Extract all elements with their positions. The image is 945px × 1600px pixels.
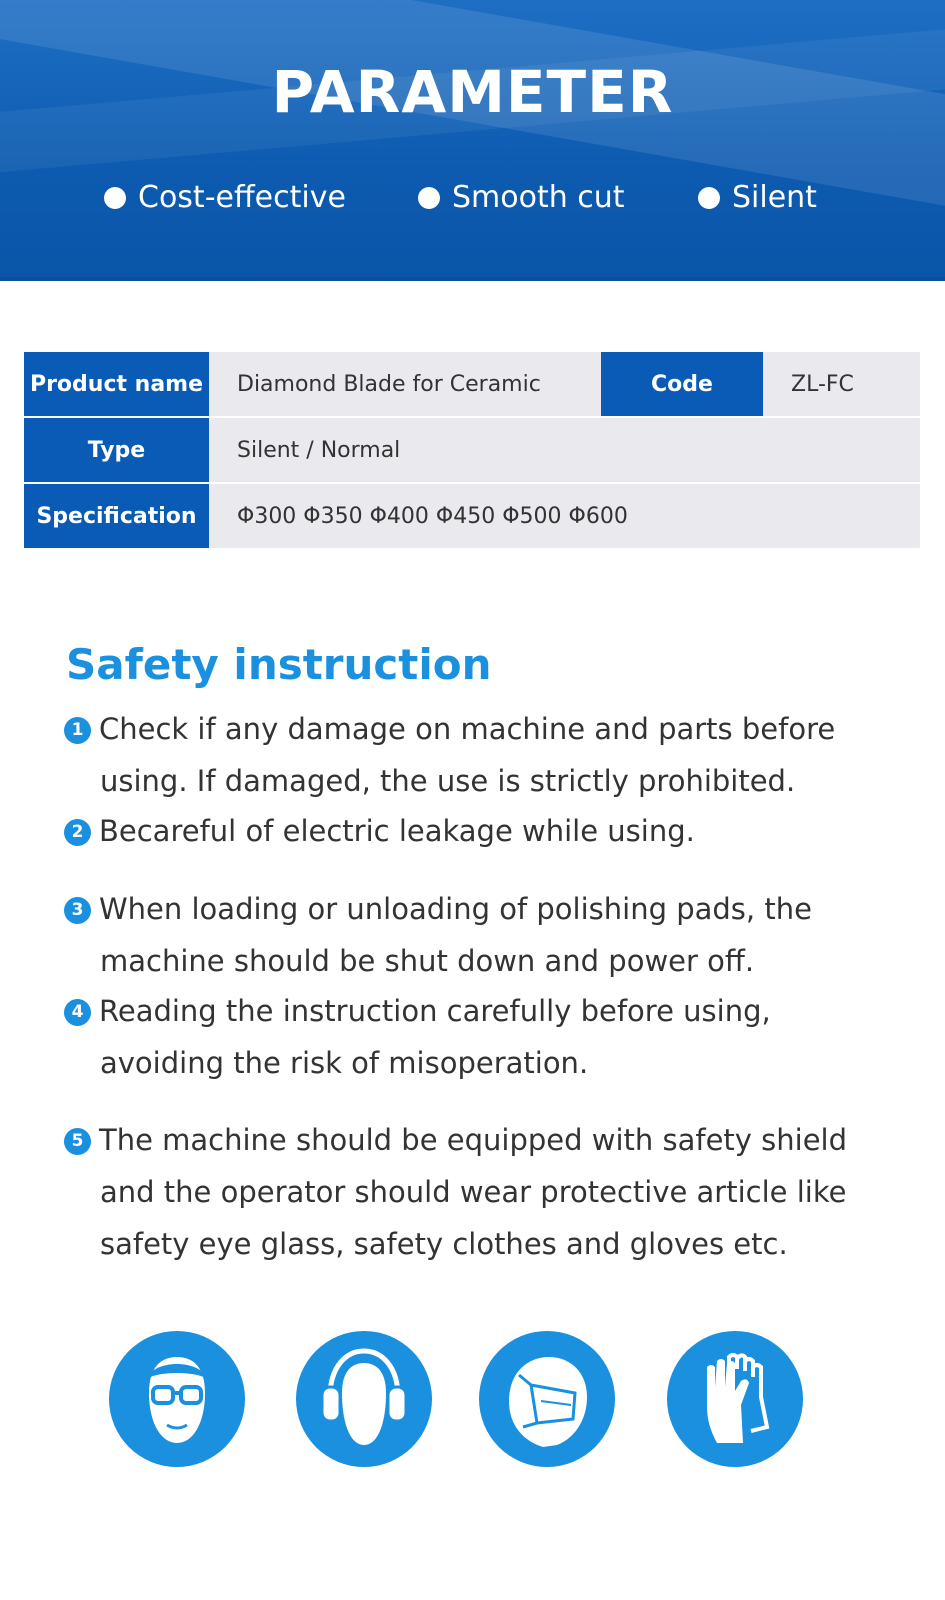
page-title: PARAMETER — [271, 58, 674, 126]
safety-item-text: Reading the instruction carefully before using, — [99, 994, 771, 1028]
safety-item-text: Becareful of electric leakage while using. — [99, 814, 695, 848]
safety-item-text: avoiding the risk of misoperation. — [100, 1046, 589, 1080]
feature-label: Cost-effective — [138, 180, 346, 215]
bullet-icon — [698, 187, 720, 209]
dust-mask-icon — [479, 1331, 615, 1467]
feature-item — [698, 180, 817, 215]
number-badge: 2 — [64, 819, 91, 846]
feature-item — [104, 180, 346, 215]
specification-label: Specification — [24, 484, 209, 548]
safety-item — [64, 883, 904, 987]
bullet-icon — [418, 187, 440, 209]
safety-item — [64, 1114, 904, 1270]
table-row — [24, 484, 920, 550]
safety-gloves-icon — [667, 1331, 803, 1467]
table-row — [24, 418, 920, 484]
type-value: Silent / Normal — [209, 418, 920, 482]
safety-item-text: and the operator should wear protective article like — [100, 1175, 847, 1209]
safety-item-text: using. If damaged, the use is strictly prohibited. — [100, 764, 796, 798]
banner-divider — [0, 277, 945, 281]
safety-item — [64, 805, 904, 857]
number-badge: 4 — [64, 999, 91, 1026]
safety-item-text: The machine should be equipped with safety shield — [99, 1123, 848, 1157]
safety-item — [64, 985, 904, 1089]
header-banner — [0, 0, 945, 281]
product-name-label: Product name — [24, 352, 209, 416]
number-badge: 5 — [64, 1128, 91, 1155]
safety-item-text: Check if any damage on machine and parts before — [99, 712, 836, 746]
safety-item-text: safety eye glass, safety clothes and gloves etc. — [100, 1227, 788, 1261]
safety-item-text: When loading or unloading of polishing pads, the — [99, 892, 812, 926]
safety-item — [64, 703, 904, 807]
safety-glasses-icon — [109, 1331, 245, 1467]
feature-label: Smooth cut — [452, 180, 625, 215]
feature-item — [418, 180, 625, 215]
code-value: ZL-FC — [763, 352, 920, 416]
ear-protection-icon — [296, 1331, 432, 1467]
code-label: Code — [601, 352, 763, 416]
bullet-icon — [104, 187, 126, 209]
parameter-table — [24, 352, 920, 550]
safety-title: Safety instruction — [66, 640, 492, 689]
type-label: Type — [24, 418, 209, 482]
table-row — [24, 352, 920, 418]
specification-value: Φ300 Φ350 Φ400 Φ450 Φ500 Φ600 — [209, 484, 920, 548]
safety-item-text: machine should be shut down and power off. — [100, 944, 755, 978]
number-badge: 3 — [64, 897, 91, 924]
number-badge: 1 — [64, 717, 91, 744]
feature-label: Silent — [732, 180, 817, 215]
product-name-value: Diamond Blade for Ceramic — [209, 352, 601, 416]
